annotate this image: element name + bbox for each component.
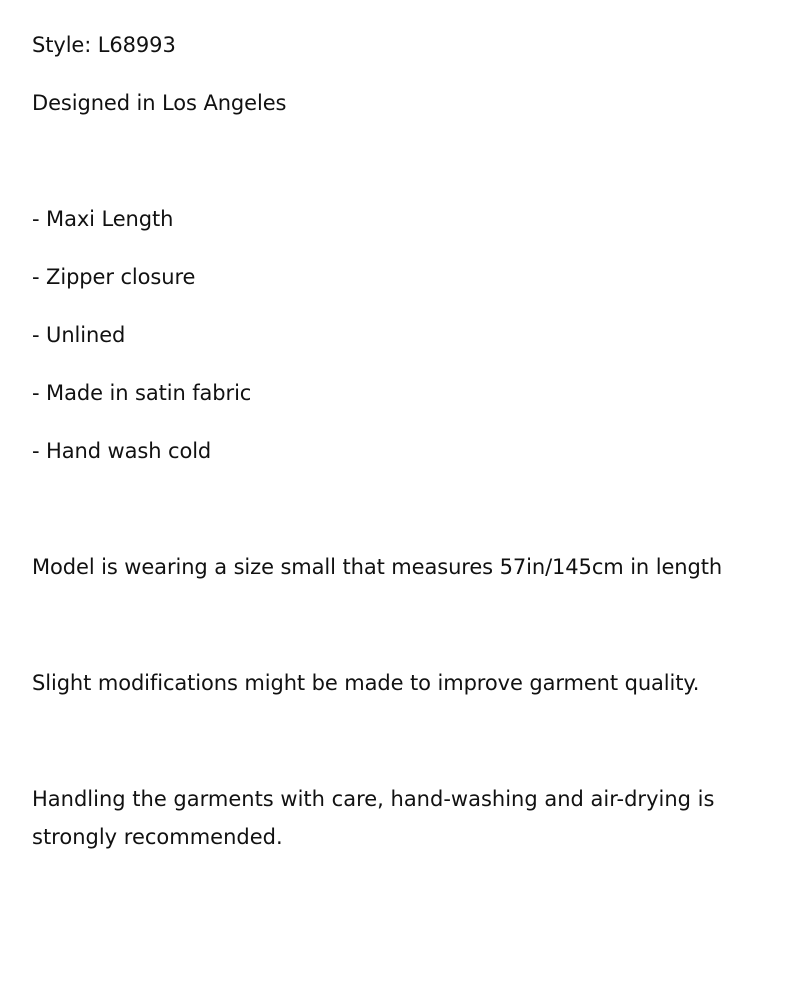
feature-item: - Hand wash cold: [32, 439, 212, 463]
designed-in-text: Designed in Los Angeles: [32, 91, 287, 115]
feature-item: - Maxi Length: [32, 207, 174, 231]
feature-item: - Made in satin fabric: [32, 381, 252, 405]
feature-item: - Zipper closure: [32, 265, 196, 289]
care-note: Handling the garments with care, hand-washing and air-drying is strongly recommended.: [32, 787, 715, 849]
modification-note: Slight modifications might be made to improve garment quality.: [32, 671, 700, 695]
style-code: Style: L68993: [32, 33, 176, 57]
feature-item: - Unlined: [32, 323, 126, 347]
model-size-note: Model is wearing a size small that measures 57in/145cm in length: [32, 555, 723, 579]
